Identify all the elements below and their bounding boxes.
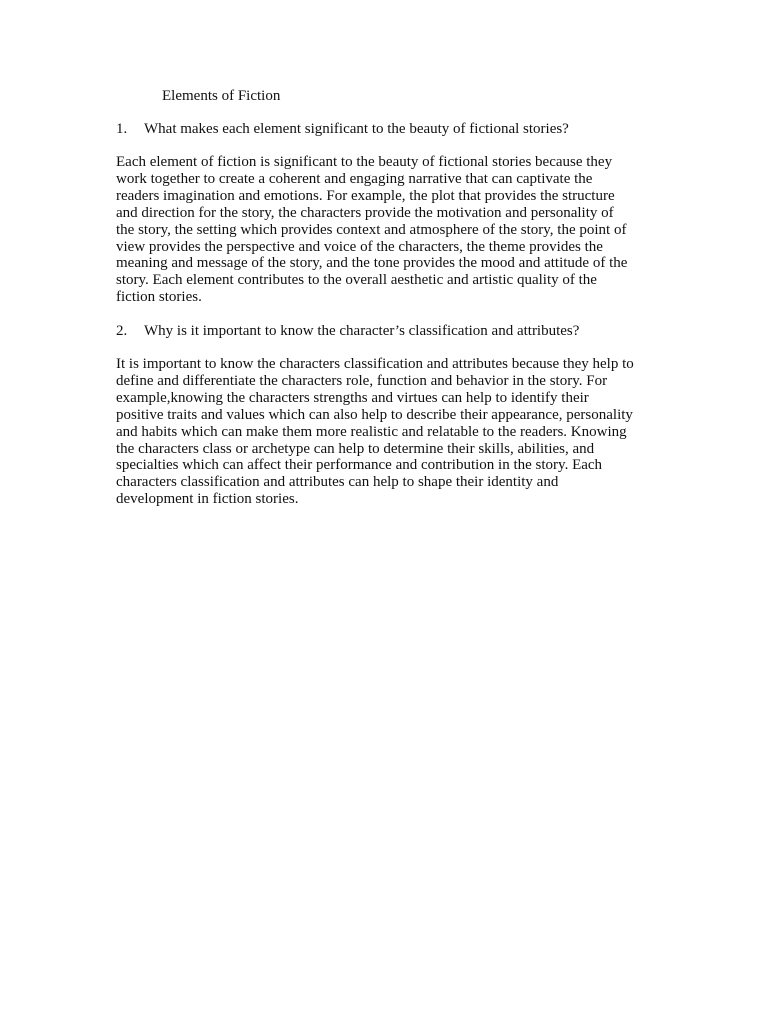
answer-1-line: the story, the setting which provides context and atmosphere of the story, the point of	[116, 221, 627, 238]
question-1-number: 1.	[116, 121, 128, 137]
question-1	[116, 120, 569, 138]
answer-2-line: and habits which can make them more realistic and relatable to the readers. Knowing	[116, 423, 627, 440]
question-2-text: Why is it important to know the character’s classification and attributes?	[144, 323, 580, 339]
answer-2-line: positive traits and values which can also help to describe their appearance, personality	[116, 406, 633, 423]
answer-1-line: and direction for the story, the characters provide the motivation and personality of	[116, 204, 614, 221]
answer-1-line: readers imagination and emotions. For example, the plot that provides the structure	[116, 187, 615, 204]
answer-1-paragraph	[116, 154, 656, 306]
question-2	[116, 322, 579, 340]
answer-1-line: fiction stories.	[116, 289, 202, 306]
answer-2-line: example,knowing the characters strengths and virtues can help to identify their	[116, 389, 589, 406]
document-title: Elements of Fiction	[162, 88, 281, 104]
answer-1-line: Each element of fiction is significant to the beauty of fictional stories because they	[116, 154, 613, 170]
answer-1-line: view provides the perspective and voice of the characters, the theme provides the	[116, 238, 603, 255]
answer-1-line: meaning and message of the story, and the tone provides the mood and attitude of the	[116, 255, 628, 272]
question-1-text: What makes each element significant to the beauty of fictional stories?	[144, 121, 569, 137]
answer-2-line: specialties which can affect their performance and contribution in the story. Each	[116, 457, 603, 474]
answer-2-line: development in fiction stories.	[116, 491, 299, 508]
answer-2-line: characters classification and attributes can help to shape their identity and	[116, 474, 559, 491]
answer-2-line: define and differentiate the characters role, function and behavior in the story. For	[116, 372, 608, 389]
answer-1-line: story. Each element contributes to the overall aesthetic and artistic quality of the	[116, 272, 597, 289]
question-2-number: 2.	[116, 323, 128, 339]
answer-2-paragraph	[116, 356, 656, 508]
answer-1-line: work together to create a coherent and engaging narrative that can captivate the	[116, 170, 593, 187]
answer-2-line: It is important to know the characters classification and attributes because they help to	[116, 356, 634, 372]
answer-2-line: the characters class or archetype can help to determine their skills, abilities, and	[116, 440, 595, 457]
